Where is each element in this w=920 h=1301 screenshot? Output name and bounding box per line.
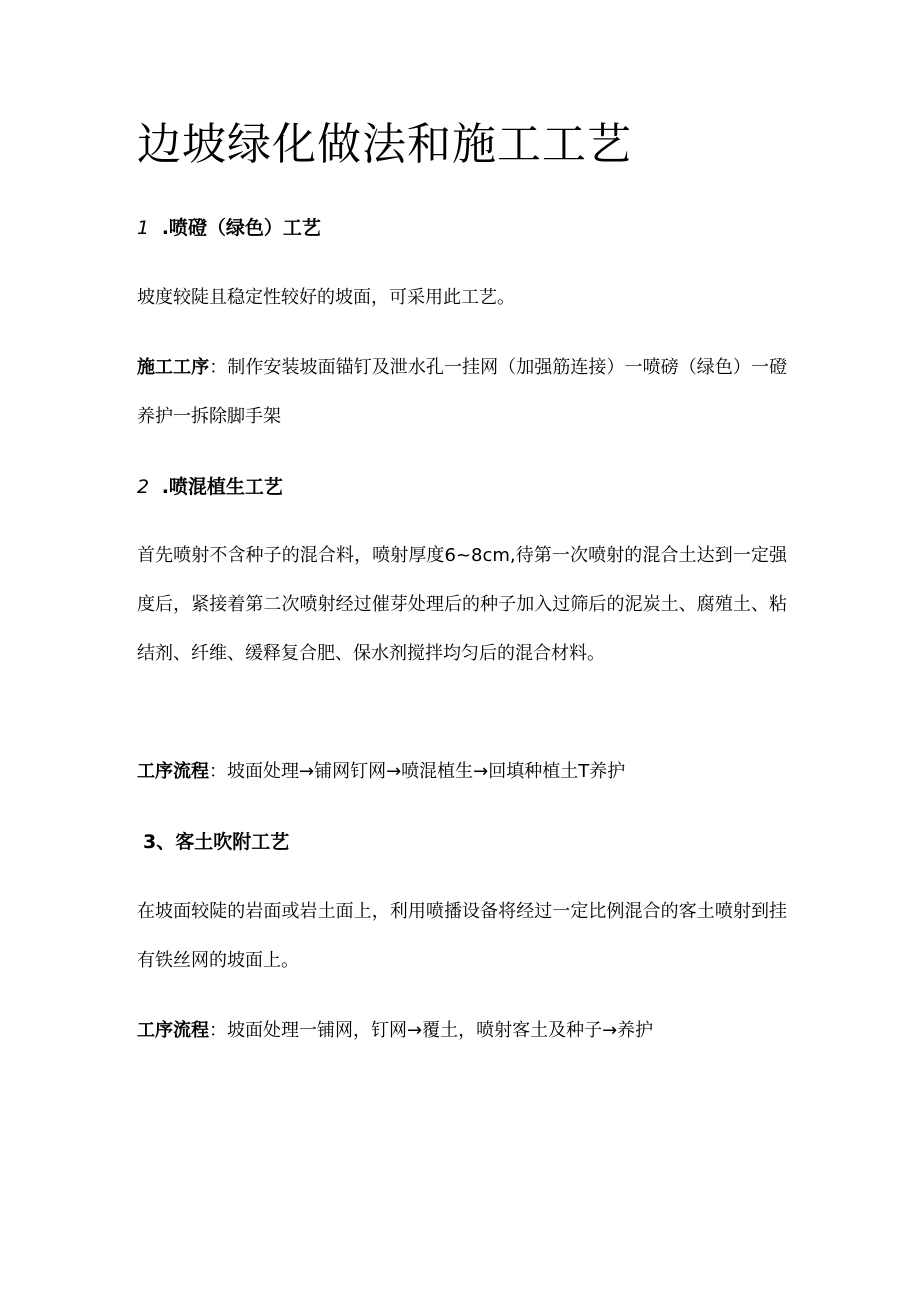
section-heading-2 (137, 474, 283, 500)
section-1-paragraph-1 (137, 273, 787, 322)
section-heading-1 (137, 215, 321, 241)
paragraph-text: 在坡面较陡的岩面或岩土面上，利用喷播设备将经过一定比例混合的客土喷射到挂有铁丝网的坡面上。 (137, 901, 787, 971)
paragraph-text: 首先喷射不含种子的混合料，喷射厚度6~8cm,待第一次喷射的混合土达到一定强度后，紧接着第二次喷射经过催芽处理后的种子加入过筛后的泥炭土、腐殖土、粘结剂、纤维、缓释复合肥、保水剂搅拌均匀后的混合材料。 (137, 545, 787, 664)
paragraph-text: 坡度较陡且稳定性较好的坡面，可采用此工艺。 (137, 287, 515, 308)
paragraph-label: 工序流程 (137, 761, 209, 782)
section-heading-3 (137, 829, 289, 855)
section-heading-text-2: .喷混植生工艺 (155, 476, 283, 498)
section-heading-text-1: .喷磴（绿色）工艺 (155, 217, 321, 239)
section-number-1: 1 (137, 217, 150, 239)
section-2-paragraph-2 (137, 747, 787, 796)
document-title: 边坡绿化做法和施工工艺 (137, 119, 632, 170)
section-2-paragraph-1 (137, 531, 787, 678)
section-3-paragraph-2 (137, 1006, 787, 1055)
section-1-paragraph-2 (137, 343, 787, 441)
section-3-paragraph-1 (137, 887, 787, 985)
section-number-2: 2 (137, 476, 150, 498)
paragraph-label: 施工工序 (137, 357, 210, 378)
paragraph-text: ：坡面处理→铺网钉网→喷混植生→回填种植土T养护 (209, 761, 626, 782)
paragraph-label: 工序流程 (137, 1020, 209, 1041)
section-heading-text-3: 3、客土吹附工艺 (143, 831, 290, 853)
paragraph-text: ：制作安装坡面锚钉及泄水孔一挂网（加强筋连接）一喷磅（绿色）一磴养护一拆除脚手架 (137, 357, 788, 427)
paragraph-text: ：坡面处理一铺网，钉网→覆土，喷射客土及种子→养护 (209, 1020, 654, 1041)
